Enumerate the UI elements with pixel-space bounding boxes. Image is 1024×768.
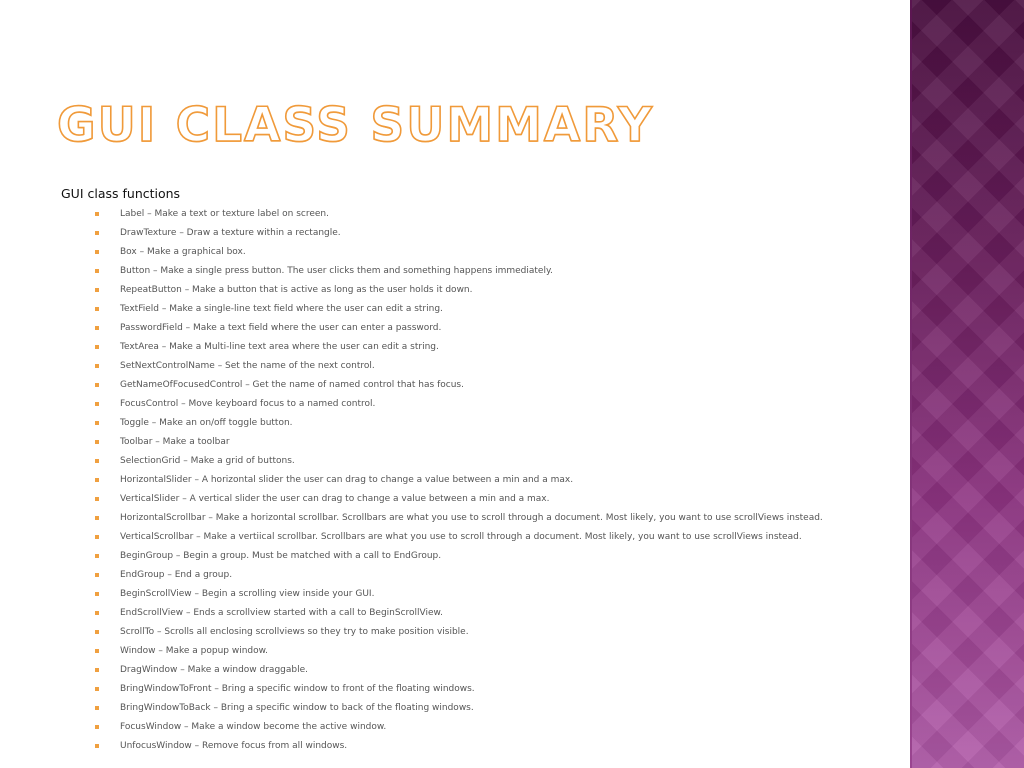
bullet-text: VerticalScrollbar – Make a vertiical scrollbar. Scrollbars are what you use to scroll through a document. Most likely, you want to use scrollViews instead.: [120, 532, 802, 542]
bullet-square-icon: [95, 478, 99, 482]
bullet-item: [92, 376, 907, 395]
bullet-item: [92, 452, 907, 471]
bullet-item: [92, 642, 907, 661]
slide-subheading: GUI class functions: [61, 186, 181, 201]
bullet-square-icon: [95, 706, 99, 710]
bullet-square-icon: [95, 744, 99, 748]
bullet-square-icon: [95, 611, 99, 615]
bullet-item: [92, 395, 907, 414]
bullet-square-icon: [95, 440, 99, 444]
bullet-item: [92, 680, 907, 699]
bullet-square-icon: [95, 326, 99, 330]
bullet-text: Window – Make a popup window.: [120, 646, 269, 656]
bullet-square-icon: [95, 592, 99, 596]
bullet-text: EndScrollView – Ends a scrollview started with a call to BeginScrollView.: [120, 608, 443, 618]
bullet-item: [92, 528, 907, 547]
bullet-text: HorizontalSlider – A horizontal slider the user can drag to change a value between a min and a max.: [120, 475, 574, 485]
bullet-square-icon: [95, 630, 99, 634]
bullet-item: [92, 205, 907, 224]
bullet-text: BringWindowToFront – Bring a specific window to front of the floating windows.: [120, 684, 475, 694]
bullet-item: [92, 224, 907, 243]
bullet-item: [92, 547, 907, 566]
bullet-text: VerticalSlider – A vertical slider the user can drag to change a value between a min and a max.: [120, 494, 550, 504]
bullet-item: [92, 699, 907, 718]
bullet-item: [92, 661, 907, 680]
bullet-text: DragWindow – Make a window draggable.: [120, 665, 308, 675]
bullet-text: BringWindowToBack – Bring a specific window to back of the floating windows.: [120, 703, 474, 713]
bullet-item: [92, 471, 907, 490]
bullet-item: [92, 737, 907, 756]
bullet-text: RepeatButton – Make a button that is active as long as the user holds it down.: [120, 285, 473, 295]
bullet-square-icon: [95, 345, 99, 349]
bullet-text: SetNextControlName – Set the name of the next control.: [120, 361, 375, 371]
bullet-item: [92, 566, 907, 585]
bullet-text: Box – Make a graphical box.: [120, 247, 246, 257]
bullet-text: FocusWindow – Make a window become the active window.: [120, 722, 387, 732]
bullet-square-icon: [95, 649, 99, 653]
bullet-square-icon: [95, 668, 99, 672]
bullet-square-icon: [95, 554, 99, 558]
bullet-square-icon: [95, 459, 99, 463]
bullet-item: [92, 604, 907, 623]
decorative-side-band: [912, 0, 1024, 768]
bullet-item: [92, 718, 907, 737]
bullet-item: [92, 414, 907, 433]
bullet-square-icon: [95, 687, 99, 691]
bullet-item: [92, 319, 907, 338]
bullet-item: [92, 243, 907, 262]
bullet-item: [92, 490, 907, 509]
bullet-square-icon: [95, 421, 99, 425]
bullet-text: FocusControl – Move keyboard focus to a named control.: [120, 399, 376, 409]
slide-title: GUI CLASS SUMMARY: [57, 98, 654, 153]
bullet-list: [92, 205, 907, 756]
bullet-text: DrawTexture – Draw a texture within a rectangle.: [120, 228, 341, 238]
bullet-text: EndGroup – End a group.: [120, 570, 233, 580]
bullet-square-icon: [95, 535, 99, 539]
bullet-square-icon: [95, 383, 99, 387]
bullet-square-icon: [95, 269, 99, 273]
bullet-item: [92, 300, 907, 319]
bullet-text: SelectionGrid – Make a grid of buttons.: [120, 456, 295, 466]
bullet-text: Button – Make a single press button. The user clicks them and something happens immediately.: [120, 266, 553, 276]
bullet-square-icon: [95, 307, 99, 311]
bullet-square-icon: [95, 497, 99, 501]
bullet-text: Label – Make a text or texture label on screen.: [120, 209, 329, 219]
bullet-item: [92, 281, 907, 300]
bullet-text: PasswordField – Make a text field where the user can enter a password.: [120, 323, 442, 333]
bullet-item: [92, 262, 907, 281]
bullet-square-icon: [95, 725, 99, 729]
bullet-text: BeginGroup – Begin a group. Must be matched with a call to EndGroup.: [120, 551, 442, 561]
bullet-item: [92, 357, 907, 376]
bullet-square-icon: [95, 231, 99, 235]
bullet-item: [92, 433, 907, 452]
bullet-square-icon: [95, 288, 99, 292]
bullet-item: [92, 623, 907, 642]
bullet-square-icon: [95, 250, 99, 254]
bullet-item: [92, 338, 907, 357]
bullet-text: UnfocusWindow – Remove focus from all windows.: [120, 741, 348, 751]
bullet-square-icon: [95, 212, 99, 216]
bullet-square-icon: [95, 573, 99, 577]
bullet-text: Toolbar – Make a toolbar: [120, 437, 230, 447]
bullet-text: GetNameOfFocusedControl – Get the name of named control that has focus.: [120, 380, 464, 390]
bullet-text: BeginScrollView – Begin a scrolling view inside your GUI.: [120, 589, 375, 599]
bullet-text: TextField – Make a single-line text field where the user can edit a string.: [120, 304, 443, 314]
bullet-square-icon: [95, 364, 99, 368]
bullet-text: Toggle – Make an on/off toggle button.: [120, 418, 293, 428]
bullet-item: [92, 585, 907, 604]
bullet-item: [92, 509, 907, 528]
bullet-text: ScrollTo – Scrolls all enclosing scrollviews so they try to make position visible.: [120, 627, 469, 637]
bullet-square-icon: [95, 402, 99, 406]
bullet-text: TextArea – Make a Multi-line text area where the user can edit a string.: [120, 342, 439, 352]
bullet-square-icon: [95, 516, 99, 520]
bullet-text: HorizontalScrollbar – Make a horizontal scrollbar. Scrollbars are what you use to scroll through a document. Most likely, you want to use scrollViews instead.: [120, 513, 823, 523]
